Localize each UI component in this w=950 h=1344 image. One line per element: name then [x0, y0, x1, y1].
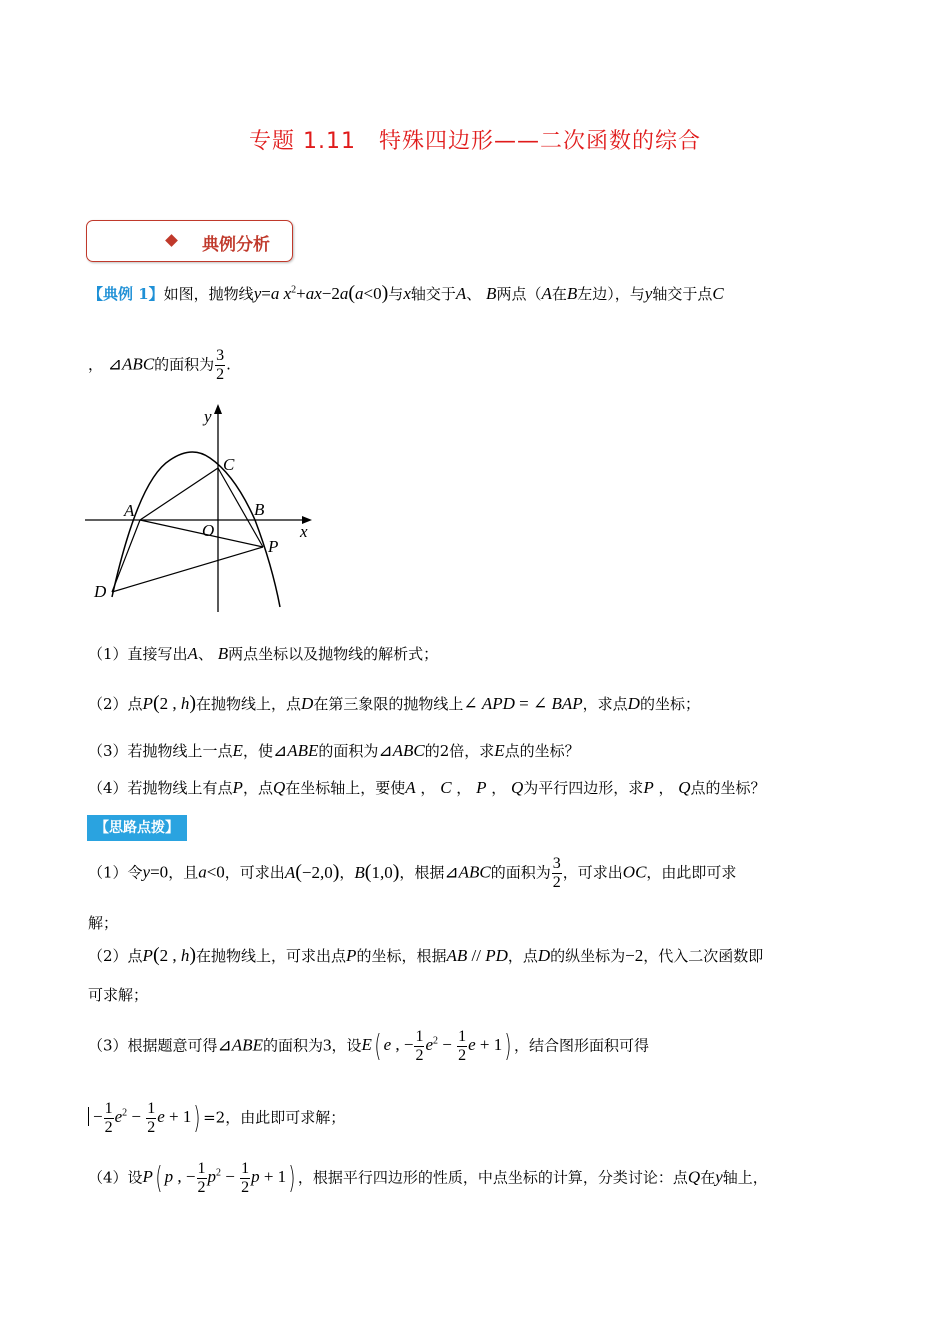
question-2: （2）点P(2 , h)在抛物线上，点D在第三象限的抛物线上∠ APD = ∠ BAP，求点D的坐标；: [88, 692, 700, 714]
hint-2: （2）点P(2 , h)在抛物线上，可求出点P的坐标，根据AB // PD，点D的纵坐标为−2，代入二次函数即: [88, 944, 764, 966]
parabola-figure: [80, 400, 330, 615]
label-O: O: [202, 521, 215, 540]
question-3: （3）若抛物线上一点E，使⊿ABE的面积为⊿ABC的2倍，求E点的坐标？: [88, 741, 580, 760]
hint-2-cont: 可求解；: [88, 986, 149, 1004]
question-1: （1）直接写出A、 B两点坐标以及抛物线的解析式；: [88, 644, 439, 663]
parabola-curve: [112, 452, 280, 607]
question-4: （4）若抛物线上有点P，点Q在坐标轴上，要使A ， C ， P ， Q为平行四边形，求P ， Q点的坐标？: [88, 778, 766, 797]
hint-1: （1）令y=0，且a<0，可求出A(−2,0)，B(1,0)，根据⊿ABC的面积为 $\frac{3}{2}$ ，可求出OC，由此即可求: [88, 855, 737, 891]
label-A: A: [124, 501, 135, 520]
hint-3-cont: − $\frac{1}{2}$ $e^2$ − $\frac{1}{2}$ e + 1) =2，由此即可求解；: [88, 1100, 345, 1137]
diamond-icon: [165, 234, 178, 247]
example-line-2: ， ⊿ABC的面积为 $\frac{3}{2}$ .: [88, 347, 231, 383]
y-axis-arrow-icon: [214, 404, 222, 414]
hint-tag: 【思路点拨】: [87, 815, 187, 841]
label-P: P: [268, 537, 279, 556]
example-line-1: 【典例 1】如图，抛物线y=a $x^2+ax-2a(a<0)$与x轴交于A、 B两点（A在B左边），与y轴交于点C: [88, 282, 724, 304]
hint-4: （4）设P( p , − $\frac{1}{2}$ $p^2$ − $\frac{1}{2}$ p + 1) ，根据平行四边形的性质，中点坐标的计算，分类讨论：点Q在y轴上，: [88, 1160, 768, 1196]
hint-3: （3）根据题意可得⊿ABE的面积为3，设E( e , − $\frac{1}{2}$ $e^2$ − $\frac{1}{2}$ e + 1) ，结合图形面积可得: [88, 1028, 649, 1064]
label-B: B: [254, 500, 265, 519]
label-x: x: [300, 522, 308, 541]
section-label: 典例分析: [202, 235, 270, 255]
hint-1-cont: 解；: [88, 914, 119, 932]
section-header: [86, 220, 293, 262]
label-D: D: [94, 582, 107, 601]
example-tag: 【典例 1】: [88, 285, 164, 303]
label-C: C: [223, 455, 235, 474]
page-title: 专题 1.11 特殊四边形——二次函数的综合: [249, 129, 701, 154]
label-y: y: [204, 407, 212, 426]
